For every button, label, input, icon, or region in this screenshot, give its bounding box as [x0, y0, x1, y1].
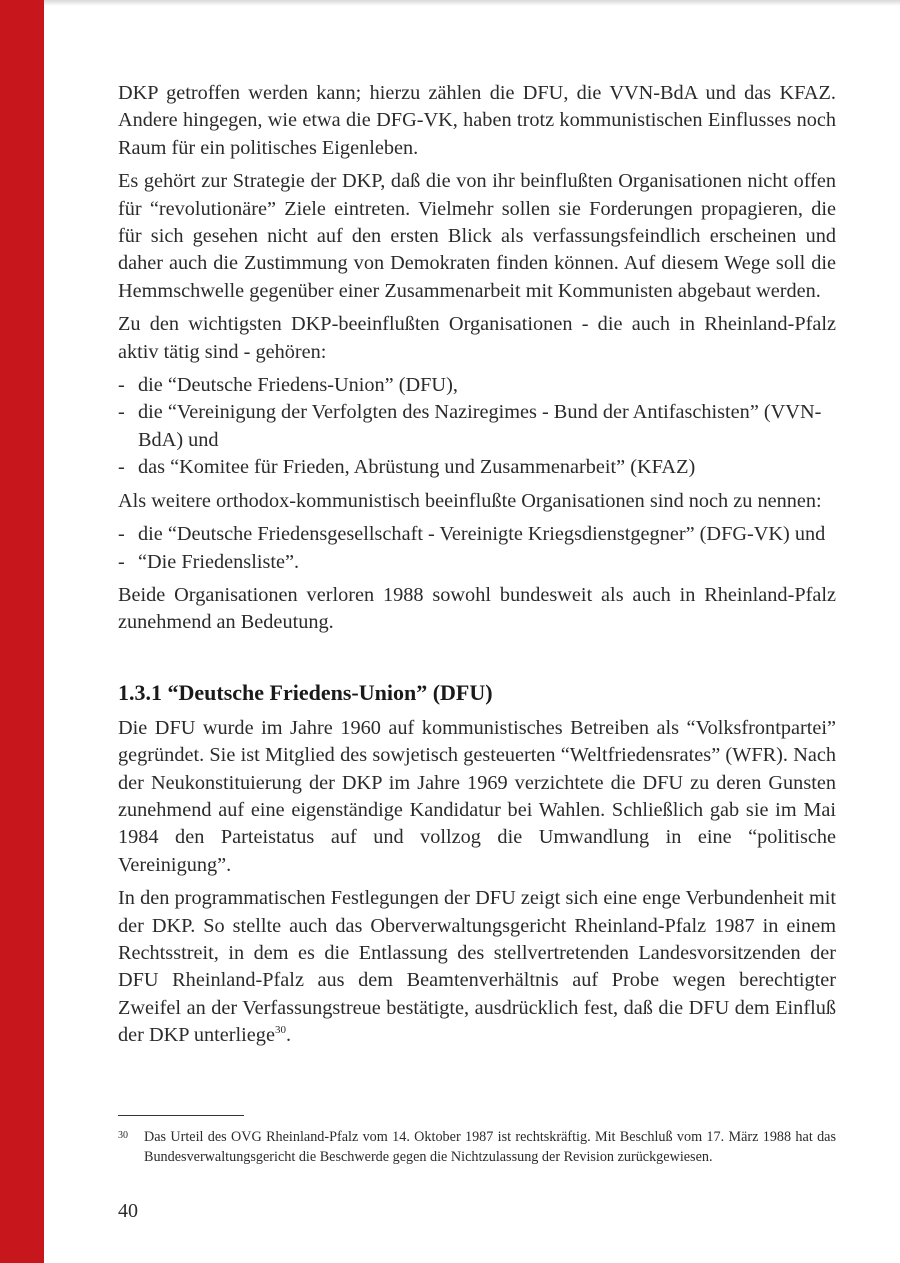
further-organization-list — [118, 521, 836, 576]
paragraph: Zu den wichtigsten DKP-beeinflußten Organisationen - die auch in Rheinland-Pfalz aktiv tätig sind - gehören: — [118, 313, 836, 363]
page-number: 40 — [118, 1200, 138, 1222]
dash-marker: - — [118, 374, 125, 397]
organization-list — [118, 372, 836, 482]
dash-marker: - — [118, 523, 125, 546]
red-edge-bar — [0, 0, 44, 1263]
footnote-number: 30 — [118, 1130, 128, 1141]
footnote-reference: 30 — [274, 1024, 286, 1037]
list-item: - “Die Friedensliste”. — [118, 549, 836, 576]
paragraph: DKP getroffen werden kann; hierzu zählen die DFU, die VVN-BdA und das KFAZ. Andere hingegen, wie etwa die DFG-VK, haben trotz kommunistischen Einflusses noch Raum für ein politisches Eigenleben. — [118, 82, 836, 159]
section-heading: 1.3.1 “Deutsche Friedens-Union” (DFU) — [118, 679, 493, 705]
dash-marker: - — [118, 456, 125, 479]
footnote-text: Das Urteil des OVG Rheinland-Pfalz vom 14. Oktober 1987 ist rechtskräftig. Mit Beschluß vom 17. März 1988 hat das Bundesverwaltungsgericht die Beschwerde gegen die Nichtzulassung der Revision zurückgewiesen. — [144, 1129, 836, 1165]
paragraph: Als weitere orthodox-kommunistisch beeinflußte Organisationen sind noch zu nennen: — [118, 489, 822, 512]
footnote — [118, 1128, 836, 1167]
paragraph: In den programmatischen Festlegungen der DFU zeigt sich eine enge Verbundenheit mit der DKP. So stellte auch das Oberverwaltungsgericht Rheinland-Pfalz 1987 in einem Rechtsstreit, in dem es die Entlassung des stellvertretenden Landesvorsitzenden der DFU Rheinland-Pfalz aus dem Beamtenverhältnis auf Probe wegen berechtigter Zweifel an der Verfassungstreue bestätigte, ausdrücklich fest, daß die DFU dem Einfluß der DKP unterliege$^{30}$. — [118, 887, 836, 1047]
list-item: - die “Deutsche Friedensgesellschaft - Vereinigte Kriegsdienstgegner” (DFG-VK) und — [118, 521, 836, 548]
page-body — [118, 80, 836, 1056]
list-item: - die “Deutsche Friedens-Union” (DFU), — [118, 372, 836, 399]
paragraph: Beide Organisationen verloren 1988 sowohl bundesweit als auch in Rheinland-Pfalz zunehmend an Bedeutung. — [118, 583, 836, 634]
paragraph: Es gehört zur Strategie der DKP, daß die von ihr beinflußten Organisationen nicht offen für “revolutionäre” Ziele eintreten. Vielmehr sollen sie Forderungen propagieren, die für sich gesehen nicht auf den ersten Blick als verfassungsfeindlich erscheinen und daher auch die Zustimmung von Demokraten finden können. Auf diesem Wege soll die Hemmschwelle gegenüber einer Zusammenarbeit mit Kommunisten abgebaut werden. — [118, 170, 836, 302]
list-item: - das “Komitee für Frieden, Abrüstung und Zusammenarbeit” (KFAZ) — [118, 454, 836, 481]
footnote-divider — [118, 1115, 244, 1116]
scan-top-shade — [44, 0, 900, 6]
dash-marker: - — [118, 401, 125, 424]
dash-marker: - — [118, 550, 125, 573]
paragraph: Die DFU wurde im Jahre 1960 auf kommunistisches Betreiben als “Volksfrontpartei” gegründet. Sie ist Mitglied des sowjetisch gesteuerten “Weltfriedensrates” (WFR). Nach der Neukonstituierung der DKP im Jahre 1969 verzichtete die DFU zu deren Gunsten zunehmend auf eine eigenständige Kandidatur bei Wahlen. Schließlich gab sie im Mai 1984 den Parteistatus auf und vollzog die Umwandlung in eine “politische Vereinigung”. — [118, 716, 836, 876]
list-item: - die “Vereinigung der Verfolgten des Naziregimes - Bund der Antifaschisten” (VVN-BdA) und — [118, 401, 822, 451]
